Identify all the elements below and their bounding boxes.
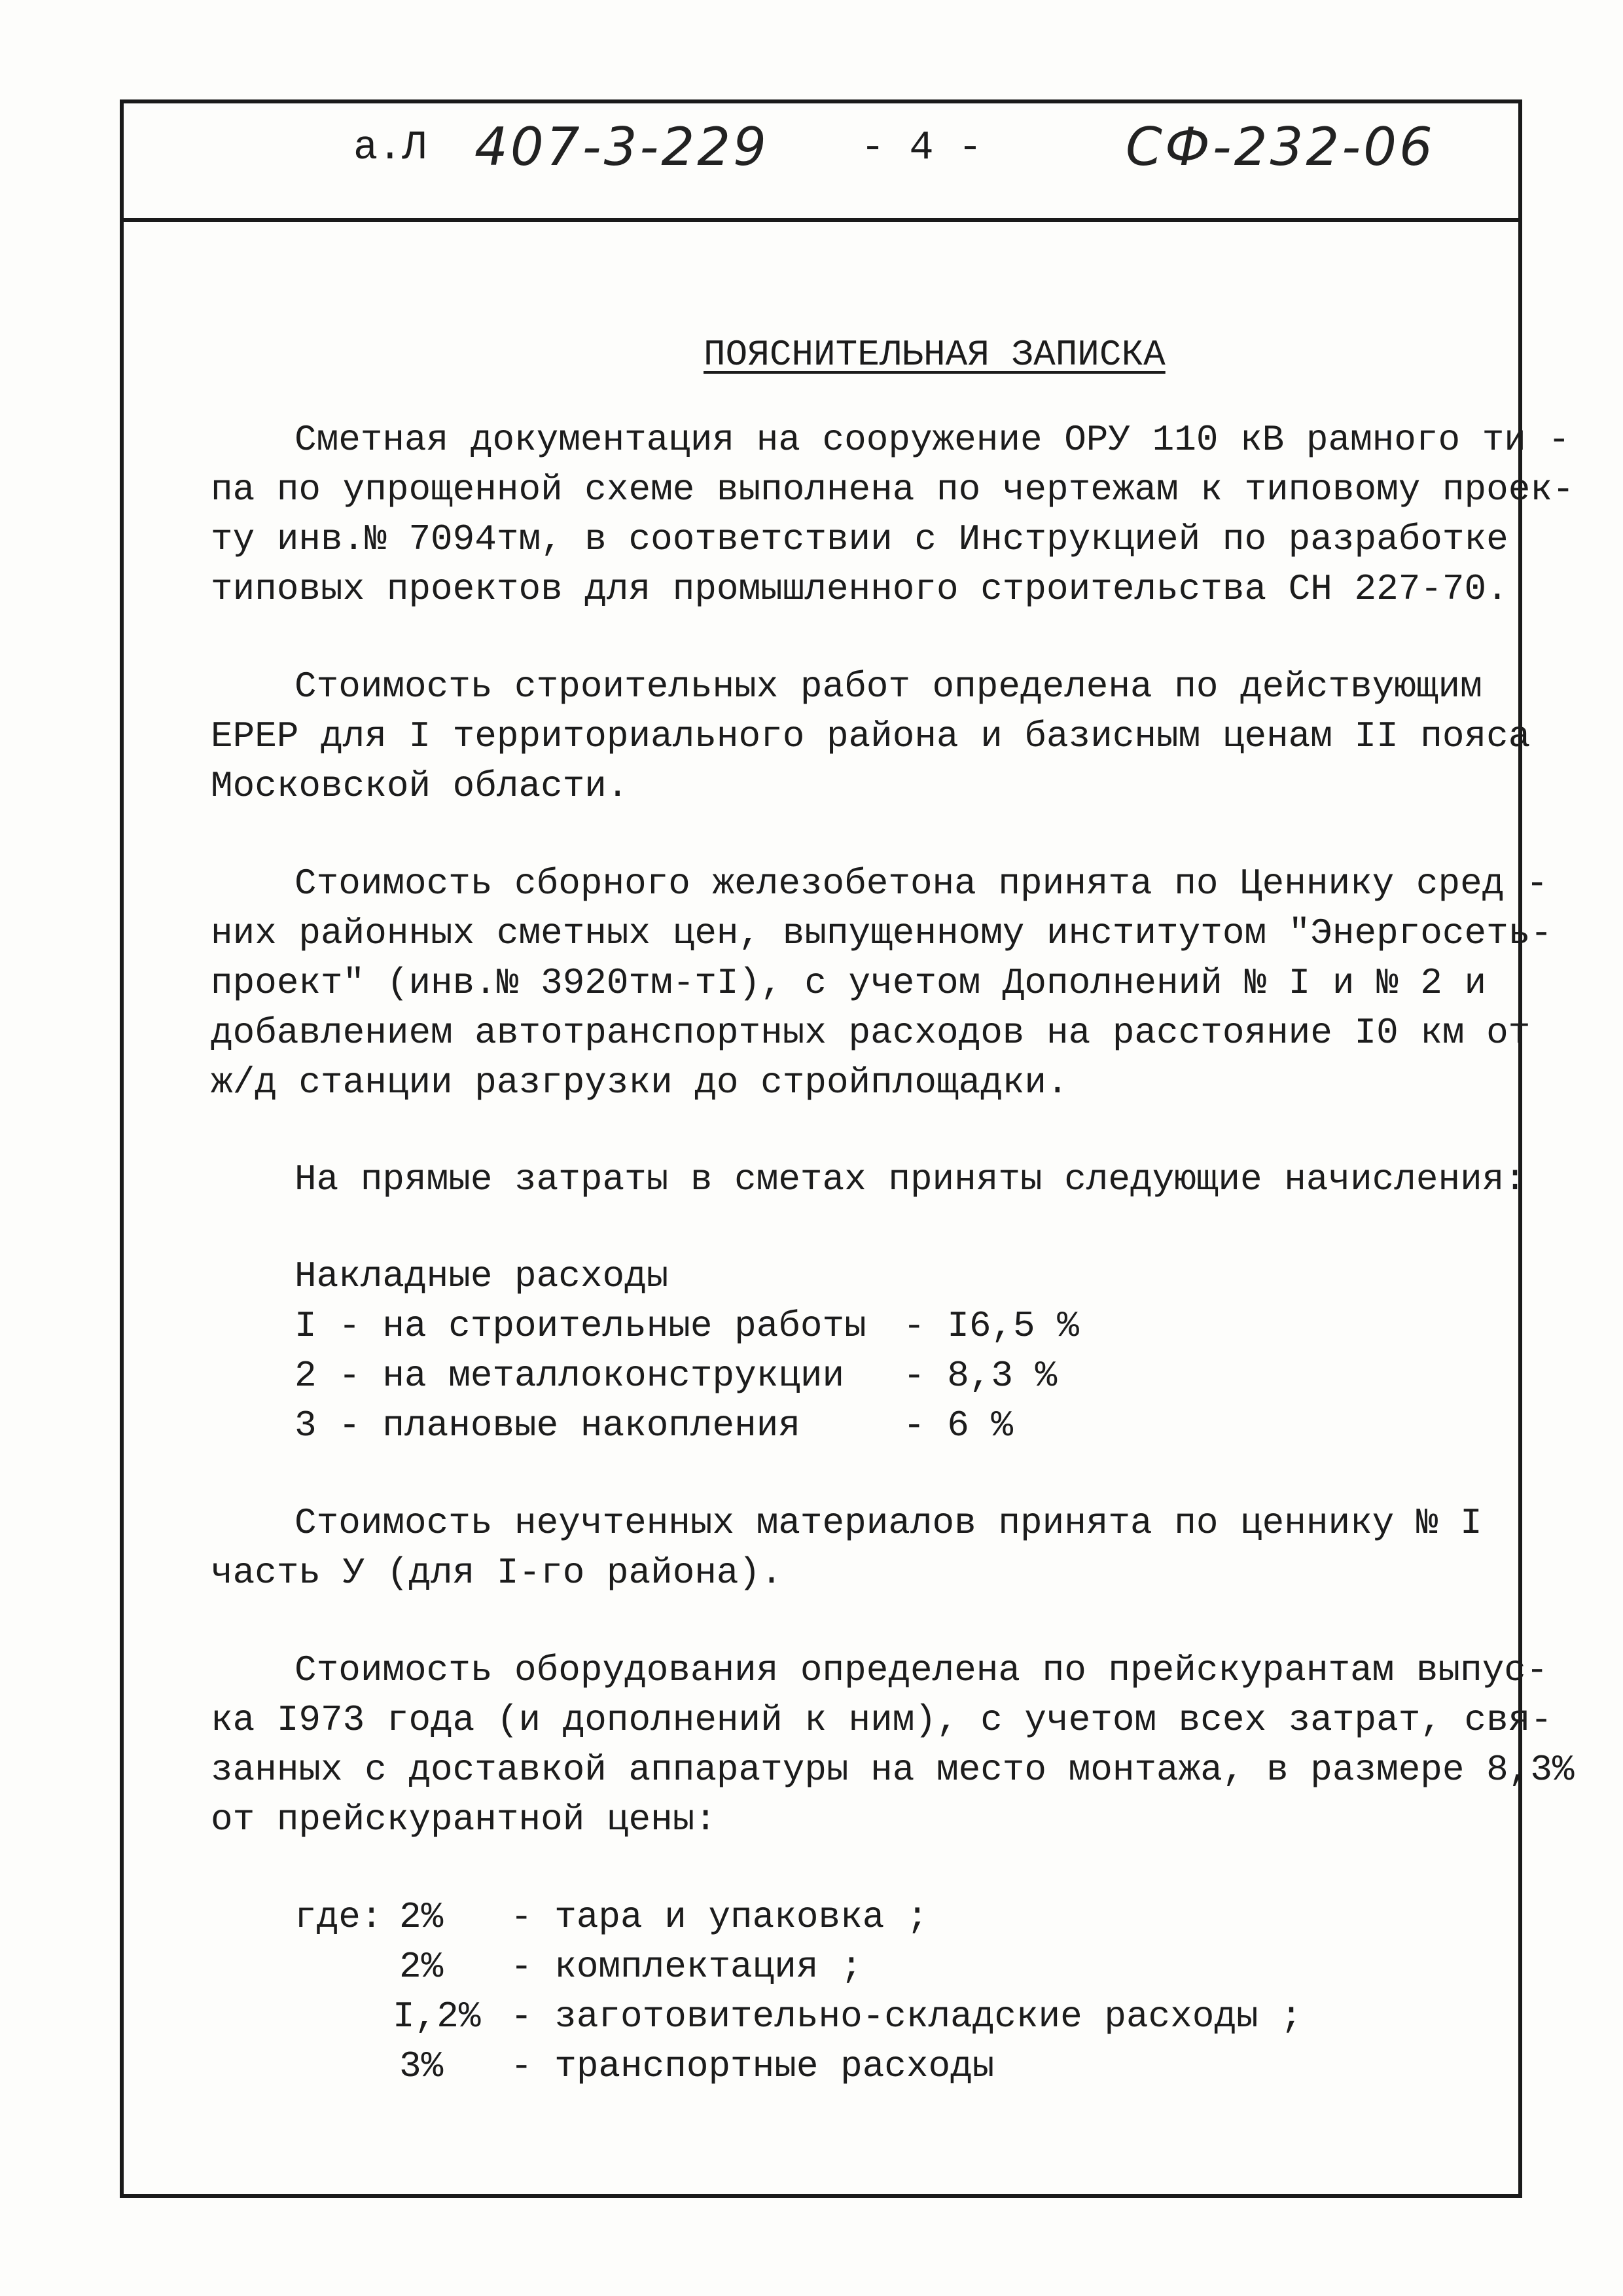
header-divider (120, 218, 1522, 222)
breakdown-percent: 3% (399, 2045, 444, 2087)
paragraph-line: занных с доставкой аппаратуры на место монтажа, в размере 8,3% (211, 1749, 1575, 1791)
paragraph-line: добавлением автотранспортных расходов на расстояние I0 км от (211, 1012, 1531, 1054)
paragraph-line: На прямые затраты в сметах приняты следующие начисления: (294, 1158, 1526, 1200)
charge-value: - 8,3 % (903, 1355, 1058, 1397)
paragraph-line: типовых проектов для промышленного строительства СН 227-70. (211, 568, 1508, 610)
paragraph-line: них районных сметных цен, выпущенному институтом "Энергосеть- (211, 912, 1552, 954)
paragraph-line: ЕРЕР для I территориального района и базисным ценам II пояса (211, 715, 1531, 757)
paragraph-line: Стоимость строительных работ определена по действующим (294, 666, 1482, 708)
breakdown-percent: I,2% (393, 1996, 481, 2037)
charge-label: I - на строительные работы (294, 1305, 866, 1347)
charges-heading: Накладные расходы (294, 1255, 669, 1297)
charge-label: 3 - плановые накопления (294, 1405, 800, 1446)
breakdown-description: - заготовительно-складские расходы ; (510, 1996, 1302, 2037)
breakdown-description: - комплектация ; (510, 1946, 863, 1988)
breakdown-prefix: где: (294, 1896, 383, 1938)
breakdown-description: - транспортные расходы (510, 2045, 995, 2087)
paragraph-line: часть У (для I-го района). (211, 1552, 783, 1594)
paragraph-line: проект" (инв.№ 3920тм-тI), с учетом Дополнений № I и № 2 и (211, 962, 1487, 1004)
album-prefix: а.Л (353, 124, 427, 171)
document-title: ПОЯСНИТЕЛЬНАЯ ЗАПИСКА (704, 334, 1166, 376)
page-frame (120, 99, 1522, 2198)
page-number: - 4 - (861, 124, 983, 171)
breakdown-description: - тара и упаковка ; (510, 1896, 929, 1938)
paragraph-line: от прейскурантной цены: (211, 1799, 717, 1840)
paragraph-line: Московской области. (211, 765, 629, 807)
paragraph-line: ж/д станции разгрузки до стройплощадки. (211, 1062, 1069, 1103)
document-code: СФ-232-06 (1126, 117, 1435, 177)
paragraph-line: па по упрощенной схеме выполнена по чертежам к типовому проек- (211, 469, 1575, 511)
paragraph-line: ту инв.№ 7094тм, в соответствии с Инструкцией по разработке (211, 518, 1508, 560)
paragraph-line: ка I973 года (и дополнений к ним), с учетом всех затрат, свя- (211, 1699, 1552, 1741)
album-number: 407-3-229 (474, 117, 770, 177)
breakdown-percent: 2% (399, 1946, 444, 1988)
charge-value: - 6 % (903, 1405, 1014, 1446)
paragraph-line: Стоимость сборного железобетона принята по Ценнику сред - (294, 863, 1548, 905)
breakdown-percent: 2% (399, 1896, 444, 1938)
charge-value: - I6,5 % (903, 1305, 1079, 1347)
charge-label: 2 - на металлоконструкции (294, 1355, 845, 1397)
paragraph-line: Стоимость оборудования определена по прейскурантам выпус- (294, 1649, 1548, 1691)
paragraph-line: Сметная документация на сооружение ОРУ 110 кВ рамного ти - (294, 419, 1571, 461)
paragraph-line: Стоимость неучтенных материалов принята по ценнику № I (294, 1502, 1482, 1544)
